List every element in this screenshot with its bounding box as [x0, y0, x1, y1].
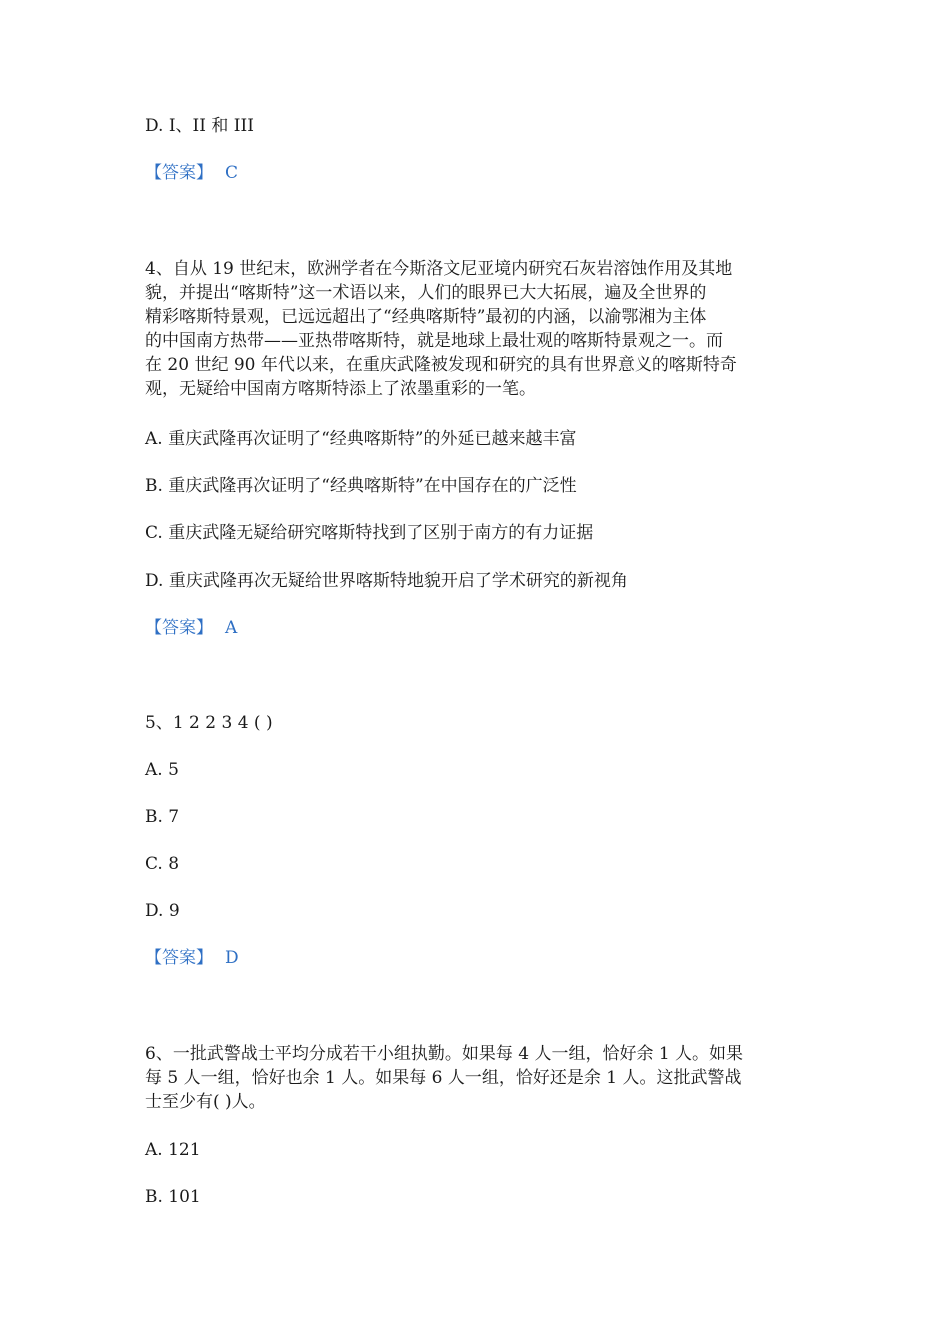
- q4-stem-line: 观，无疑给中国南方喀斯特添上了浓墨重彩的一笔。: [145, 379, 536, 399]
- q3-answer: [145, 161, 238, 185]
- answer-label: 【答案】: [145, 948, 213, 968]
- q6-stem-line: 6、一批武警战士平均分成若干小组执勤。如果每 4 人一组，恰好余 1 人。如果: [145, 1044, 744, 1064]
- q4-stem-line: 的中国南方热带——亚热带喀斯特，就是地球上最壮观的喀斯特景观之一。而: [145, 331, 723, 351]
- q4-stem-line: 4、自从 19 世纪末，欧洲学者在今斯洛文尼亚境内研究石灰岩溶蚀作用及其地: [145, 259, 733, 279]
- q6-option-a: A. 121: [145, 1140, 201, 1160]
- q5-answer: [145, 946, 239, 970]
- q4-stem-line: 貌，并提出“喀斯特”这一术语以来，人们的眼界已大大拓展，遍及全世界的: [145, 283, 707, 303]
- q3-option-d: D. I、II 和 III: [145, 116, 254, 136]
- answer-label: 【答案】: [145, 163, 213, 183]
- q5-option-d: D. 9: [145, 901, 180, 921]
- q5-option-b: B. 7: [145, 807, 180, 827]
- answer-label: 【答案】: [145, 618, 213, 638]
- q6-stem-line: 士至少有( )人。: [145, 1092, 266, 1112]
- q5-option-a: A. 5: [145, 760, 179, 780]
- q4-answer: [145, 616, 237, 640]
- q4-stem-line: 在 20 世纪 90 年代以来，在重庆武隆被发现和研究的具有世界意义的喀斯特奇: [145, 355, 737, 375]
- q4-option-c: C. 重庆武隆无疑给研究喀斯特找到了区别于南方的有力证据: [145, 523, 594, 543]
- q4-option-a: A. 重庆武隆再次证明了“经典喀斯特”的外延已越来越丰富: [145, 429, 577, 449]
- answer-value: D: [225, 948, 239, 968]
- q5-option-c: C. 8: [145, 854, 180, 874]
- q6-stem-line: 每 5 人一组，恰好也余 1 人。如果每 6 人一组，恰好还是余 1 人。这批武警战: [145, 1068, 742, 1088]
- q4-option-d: D. 重庆武隆再次无疑给世界喀斯特地貌开启了学术研究的新视角: [145, 571, 628, 591]
- q6-option-b: B. 101: [145, 1187, 201, 1207]
- q4-option-b: B. 重庆武隆再次证明了“经典喀斯特”在中国存在的广泛性: [145, 476, 577, 496]
- q5-stem: 5、1 2 2 3 4 ( ): [145, 713, 273, 733]
- answer-value: A: [225, 618, 238, 638]
- q4-stem-line: 精彩喀斯特景观，已远远超出了“经典喀斯特”最初的内涵，以渝鄂湘为主体: [145, 307, 707, 327]
- answer-value: C: [225, 163, 239, 183]
